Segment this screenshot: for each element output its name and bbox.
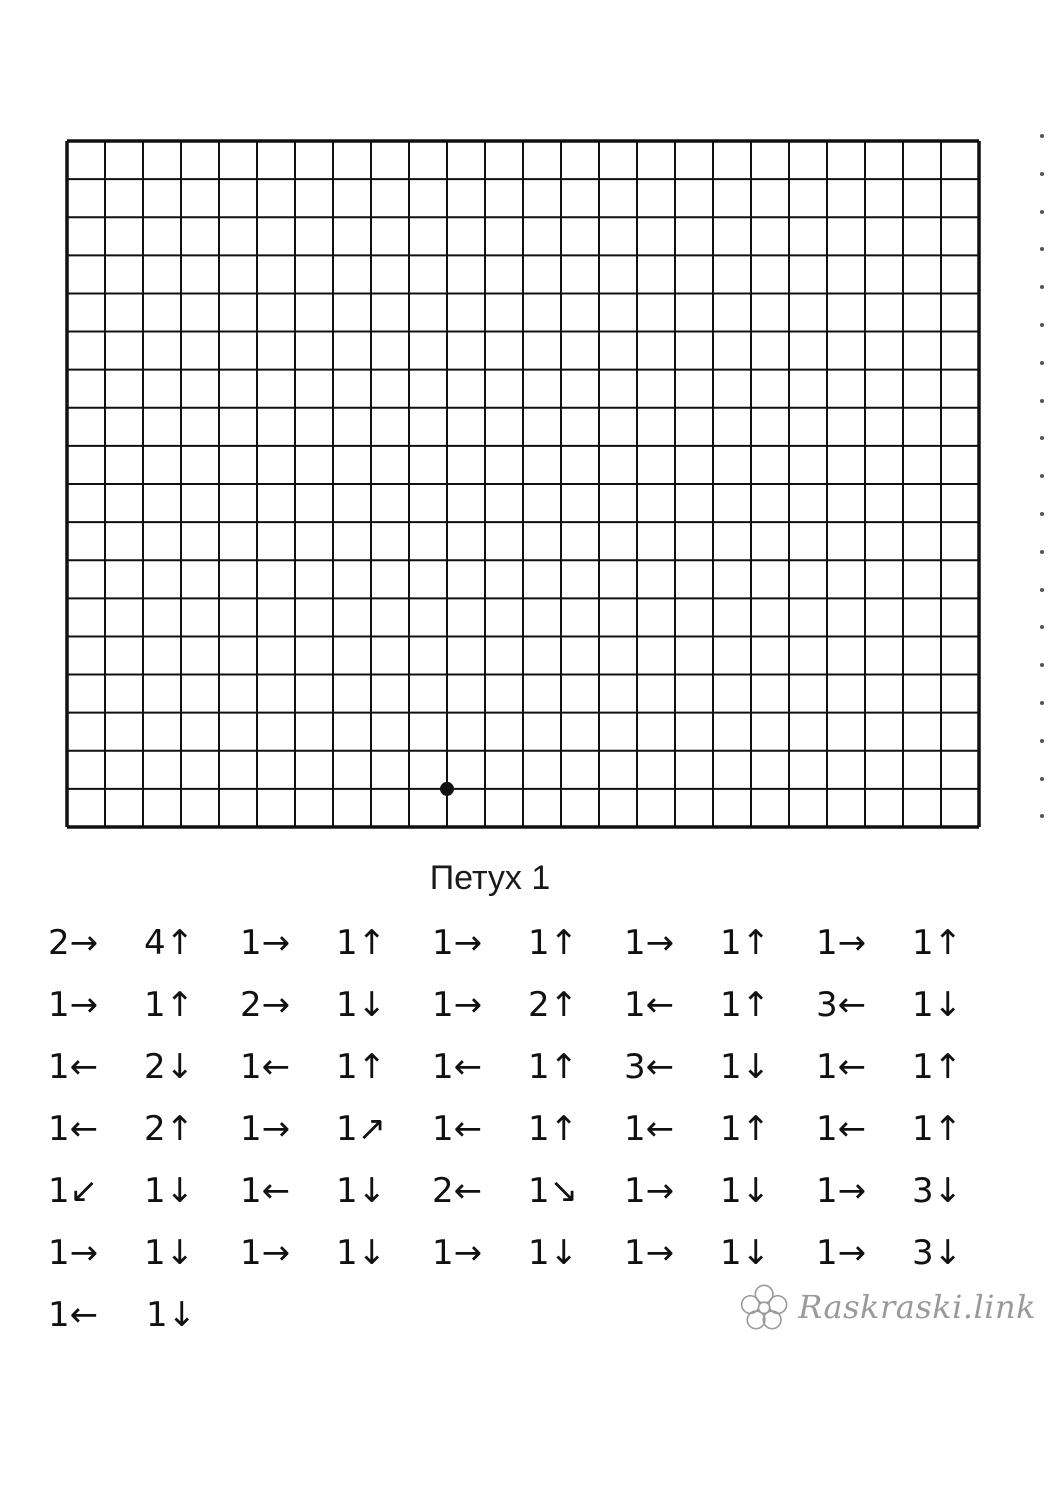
step-command: 1← [432, 1047, 483, 1087]
margin-dot [1040, 210, 1044, 214]
step-command: 1← [816, 1047, 867, 1087]
margin-dot [1040, 323, 1044, 327]
step-command: 1↓ [336, 985, 387, 1025]
step-command: 1→ [48, 985, 99, 1025]
step-command: 1↑ [336, 923, 387, 963]
step-command: 1↑ [720, 923, 771, 963]
step-command: 2← [432, 1171, 483, 1211]
step-command: 1↑ [912, 1109, 963, 1149]
worksheet-title [0, 856, 980, 900]
margin-dot [1040, 739, 1044, 743]
step-command: 1→ [432, 923, 483, 963]
instruction-row [48, 1036, 1008, 1098]
start-point-dot [440, 782, 454, 796]
step-command: 1→ [816, 1233, 867, 1273]
step-command: 1← [624, 985, 675, 1025]
step-command: 4↑ [144, 923, 195, 963]
step-command: 1↓ [144, 1171, 195, 1211]
watermark-text: Raskraski.link [798, 1288, 1036, 1326]
step-command: 1← [816, 1109, 867, 1149]
step-command: 1↓ [720, 1047, 771, 1087]
step-command: 1→ [432, 985, 483, 1025]
instruction-row [48, 974, 1008, 1036]
step-command: 1→ [240, 1109, 291, 1149]
step-command: 1← [48, 1109, 99, 1149]
margin-dot [1040, 625, 1044, 629]
step-command: 2↑ [528, 985, 579, 1025]
step-command: 1↓ [912, 985, 963, 1025]
margin-dot [1040, 172, 1044, 176]
step-command: 1↙ [48, 1171, 99, 1211]
margin-dot [1040, 361, 1044, 365]
step-command: 1↑ [528, 1047, 579, 1087]
margin-dots [1036, 120, 1050, 840]
step-command: 3← [816, 985, 867, 1025]
step-command: 1↑ [144, 985, 195, 1025]
step-command: 1↓ [336, 1171, 387, 1211]
step-command: 1↓ [146, 1295, 197, 1335]
instruction-row [48, 912, 1008, 974]
step-command: 1← [48, 1295, 99, 1335]
step-command: 1← [240, 1171, 291, 1211]
step-command: 1→ [240, 1233, 291, 1273]
step-command: 1→ [624, 1233, 675, 1273]
step-command: 1↑ [336, 1047, 387, 1087]
flower-icon [736, 1275, 792, 1339]
step-command: 1→ [240, 923, 291, 963]
step-command: 1↓ [528, 1233, 579, 1273]
margin-dot [1040, 134, 1044, 138]
margin-dot [1040, 474, 1044, 478]
step-command: 1→ [624, 1171, 675, 1211]
step-command: 1→ [816, 1171, 867, 1211]
margin-dot [1040, 512, 1044, 516]
step-command: 1→ [432, 1233, 483, 1273]
watermark [736, 1272, 1036, 1342]
step-command: 1← [624, 1109, 675, 1149]
step-command: 3↓ [912, 1171, 963, 1211]
instruction-row [48, 1098, 1008, 1160]
step-command: 1↓ [720, 1171, 771, 1211]
margin-dot [1040, 399, 1044, 403]
margin-dot [1040, 777, 1044, 781]
margin-dot [1040, 550, 1044, 554]
step-command: 1↑ [528, 1109, 579, 1149]
margin-dot [1040, 663, 1044, 667]
step-command: 2↓ [144, 1047, 195, 1087]
step-command: 1↓ [336, 1233, 387, 1273]
step-command: 1→ [48, 1233, 99, 1273]
step-command: 1↑ [528, 923, 579, 963]
step-command: 1↘ [528, 1171, 579, 1211]
instruction-row [48, 1160, 1008, 1222]
step-command: 1→ [624, 923, 675, 963]
step-command: 1← [48, 1047, 99, 1087]
margin-dot [1040, 701, 1044, 705]
step-command: 1← [240, 1047, 291, 1087]
step-command: 1↑ [720, 985, 771, 1025]
step-command: 2↑ [144, 1109, 195, 1149]
step-command: 1↑ [720, 1109, 771, 1149]
step-command: 1↑ [912, 1047, 963, 1087]
step-command: 1↓ [720, 1233, 771, 1273]
margin-dot [1040, 814, 1044, 818]
step-command: 1↓ [144, 1233, 195, 1273]
step-command: 3← [624, 1047, 675, 1087]
step-command: 2→ [48, 923, 99, 963]
step-command: 3↓ [912, 1233, 963, 1273]
step-command: 1→ [816, 923, 867, 963]
step-command: 1↗ [336, 1109, 387, 1149]
margin-dot [1040, 436, 1044, 440]
step-command: 2→ [240, 985, 291, 1025]
margin-dot [1040, 285, 1044, 289]
step-command: 1← [432, 1109, 483, 1149]
margin-dot [1040, 247, 1044, 251]
step-command: 1↑ [912, 923, 963, 963]
margin-dot [1040, 588, 1044, 592]
title-text: Петух 1 [429, 859, 551, 897]
